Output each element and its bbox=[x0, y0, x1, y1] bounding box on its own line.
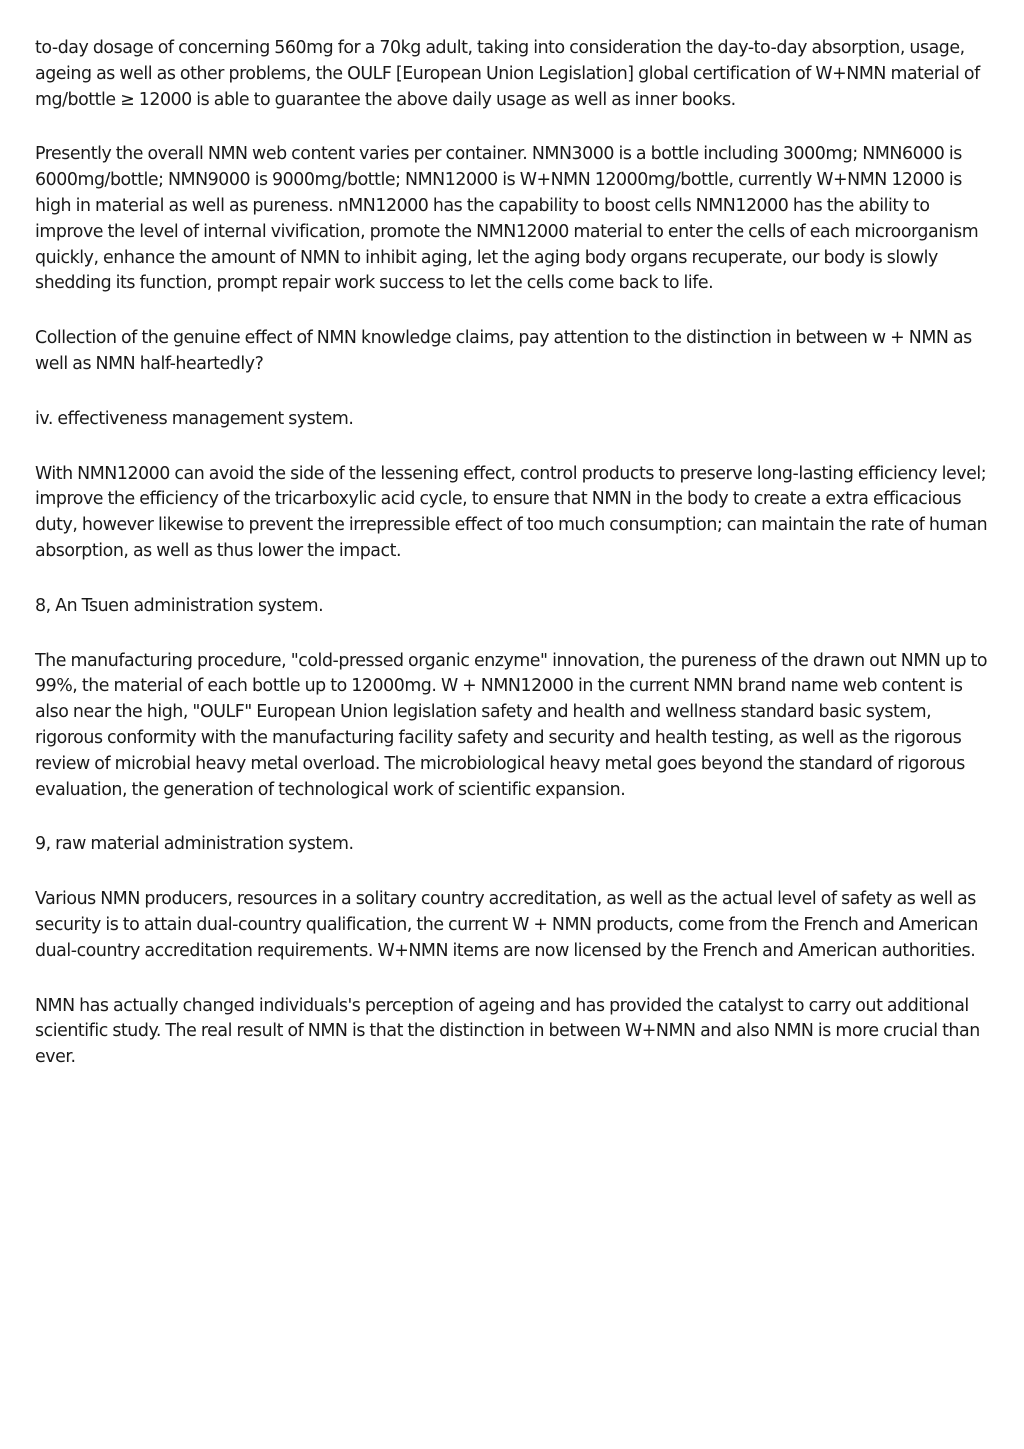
paragraph-producers: Various NMN producers, resources in a solitary country accreditation, as well as the actual level of safety as well as security is to attain dual-country qualification, the current W + NMN products, come from the French and American dual-country accreditation requirements. W+NMN items are now licensed by the French and American authorities. bbox=[35, 889, 978, 961]
paragraph-nmn-content: Presently the overall NMN web content varies per container. NMN3000 is a bottle including 3000mg; NMN6000 is 6000mg/bottle; NMN9000 is 9000mg/bottle; NMN12000 is W+NMN 12000mg/bottle, currently W+NMN 12000 is high in material as well as pureness. nMN12000 has the capability to boost cells NMN12000 has the ability to improve the level of internal vivification, promote the NMN12000 material to enter the cells of each microorganism quickly, enhance the amount of NMN to inhibit aging, let the aging body organs recuperate, our body is slowly shedding its function, prompt repair work success to let the cells come back to life. bbox=[35, 144, 979, 294]
paragraph-conclusion: NMN has actually changed individuals's perception of ageing and has provided the catalyst to carry out additional scientific study. The real result of NMN is that the distinction in between W+NMN and also NMN is more crucial than ever. bbox=[35, 995, 980, 1068]
paragraph-manufacturing: The manufacturing procedure, "cold-pressed organic enzyme" innovation, the pureness of the drawn out NMN up to 99%, the material of each bottle up to 12000mg. W + NMN12000 in the current NMN brand name web content is also near the high, "OULF" European Union legislation safety and health and wellness standard basic system, rigorous conformity with the manufacturing facility safety and security and health testing, as well as the rigorous review of microbial heavy metal overload. The microbiological heavy metal goes beyond the standard of rigorous evaluation, the generation of technological work of scientific expansion. bbox=[35, 650, 988, 800]
paragraph-dosage: to-day dosage of concerning 560mg for a 70kg adult, taking into consideration the day-to-day absorption, usage, ageing as well as other problems, the OULF [European Union Legislation] global certification of W+NMN material of mg/bottle ≥ 12000 is able to guarantee the above daily usage as well as inner books. bbox=[35, 38, 980, 110]
document-body bbox=[35, 36, 990, 1100]
section-heading-an-tsuen: 8, An Tsuen administration system. bbox=[35, 595, 324, 616]
paragraph-genuine-effect: Collection of the genuine effect of NMN knowledge claims, pay attention to the distinction in between w + NMN as well as NMN half-heartedly? bbox=[35, 328, 972, 374]
paragraph-effectiveness: With NMN12000 can avoid the side of the lessening effect, control products to preserve long-lasting efficiency level; improve the efficiency of the tricarboxylic acid cycle, to ensure that NMN in the body to create a extra efficacious duty, however likewise to prevent the irrepressible effect of too much consumption; can maintain the rate of human absorption, as well as thus lower the impact. bbox=[35, 463, 988, 561]
section-heading-effectiveness: iv. effectiveness management system. bbox=[35, 408, 354, 429]
section-heading-raw-material: 9, raw material administration system. bbox=[35, 834, 354, 855]
